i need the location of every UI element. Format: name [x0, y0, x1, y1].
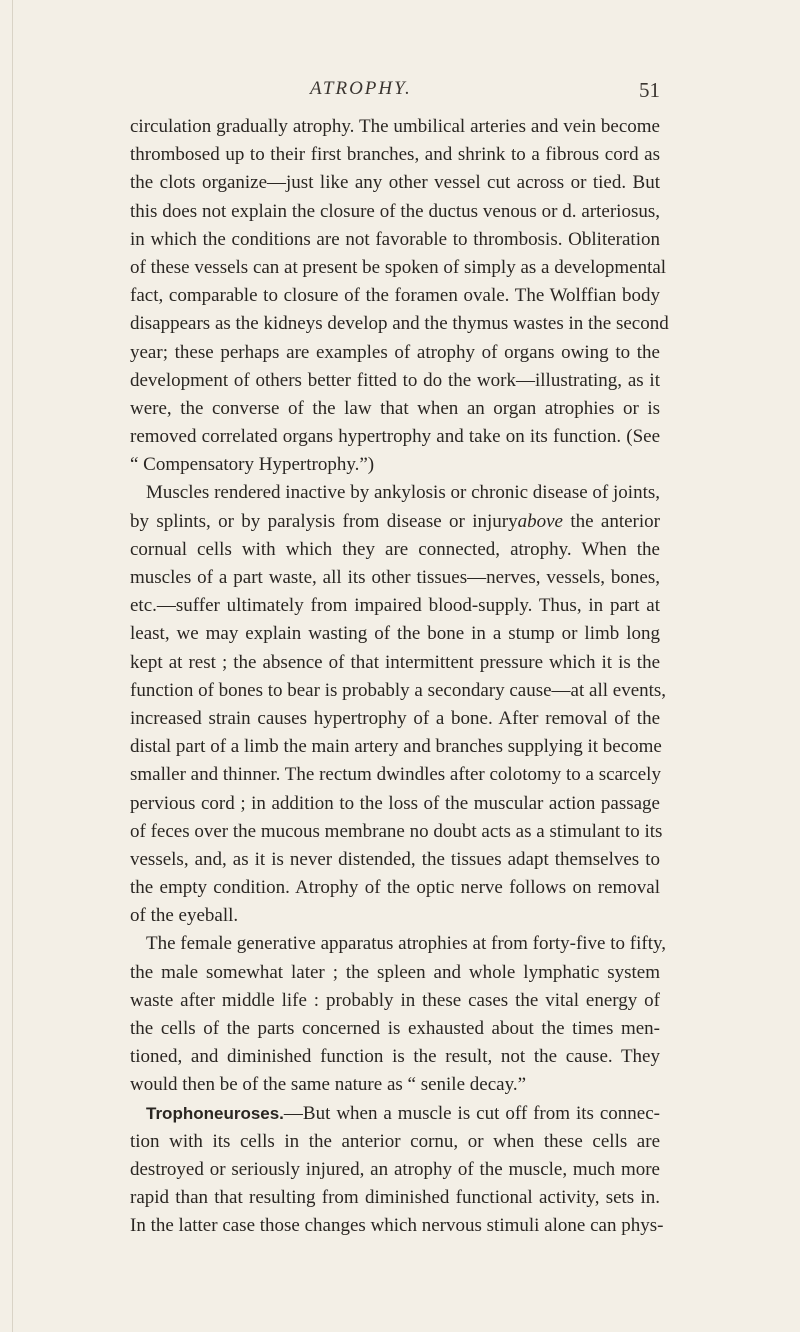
text-line: “ Compensatory Hypertrophy.”)	[130, 454, 375, 476]
text-run: the anterior	[562, 510, 660, 532]
running-title: ATROPHY.	[310, 78, 412, 99]
text-line: the empty condition. Atrophy of the optic nerve follows on removal	[130, 877, 660, 899]
page-header	[130, 78, 660, 108]
text-line: kept at rest ; the absence of that intermittent pressure which it is the	[130, 651, 660, 673]
text-line-with-italic	[130, 508, 660, 536]
text-line: muscles of a part waste, all its other tissues—nerves, vessels, bones,	[130, 567, 660, 588]
text-line: fact, comparable to closure of the foramen ovale. The Wolffian body	[130, 285, 660, 307]
text-line: circulation gradually atrophy. The umbilical arteries and vein become	[130, 116, 660, 137]
text-line: cornual cells with which they are connected, atrophy. When the	[130, 538, 660, 560]
text-line: pervious cord ; in addition to the loss of the muscular action passage	[130, 792, 660, 814]
text-line: The female generative apparatus atrophies at from forty-five to fifty,	[146, 933, 666, 955]
text-line: this does not explain the closure of the ductus venous or d. arteriosus,	[130, 200, 660, 222]
text-run: by splints, or by paralysis from disease or injury	[130, 510, 518, 532]
text-line: would then be of the same nature as “ senile decay.”	[130, 1074, 527, 1096]
text-line: increased strain causes hypertrophy of a bone. After removal of the	[130, 707, 660, 729]
text-line: tioned, and diminished function is the result, not the cause. They	[130, 1046, 660, 1068]
text-line: function of bones to bear is probably a secondary cause—at all events,	[130, 679, 667, 701]
text-line: in which the conditions are not favorable to thrombosis. Obliteration	[130, 228, 660, 250]
text-line: were, the converse of the law that when an organ atrophies or is	[130, 397, 660, 419]
text-line-with-heading	[130, 1100, 660, 1128]
text-line: disappears as the kidneys develop and the thymus wastes in the second	[130, 313, 669, 335]
text-line: waste after middle life : probably in these cases the vital energy of	[130, 989, 660, 1011]
text-line: the clots organize—just like any other vessel cut across or tied. But	[130, 172, 660, 194]
text-line: In the latter case those changes which nervous stimuli alone can phys-	[130, 1215, 664, 1237]
text-line: etc.—suffer ultimately from impaired blood-supply. Thus, in part at	[130, 595, 660, 617]
text-line: destroyed or seriously injured, an atrophy of the muscle, much more	[130, 1158, 660, 1180]
body-text	[130, 113, 669, 1241]
text-line: rapid than that resulting from diminished functional activity, sets in.	[130, 1187, 660, 1209]
text-line: distal part of a limb the main artery and branches supplying it become	[130, 736, 662, 758]
text-line: of these vessels can at present be spoken of simply as a developmental	[130, 256, 667, 278]
text-line: least, we may explain wasting of the bone in a stump or limb long	[130, 623, 660, 645]
text-run: —But when a muscle is cut off from its connec-	[283, 1102, 660, 1124]
italic-word: above	[517, 510, 563, 532]
text-line: removed correlated organs hypertrophy and take on its function. (See	[130, 426, 660, 448]
text-line: development of others better fitted to do the work—illustrating, as it	[130, 369, 660, 391]
text-line: smaller and thinner. The rectum dwindles after colotomy to a scarcely	[130, 764, 661, 786]
text-line: tion with its cells in the anterior cornu, or when these cells are	[130, 1130, 660, 1152]
text-line: of the eyeball.	[130, 905, 239, 927]
text-line: of feces over the mucous membrane no doubt acts as a stimulant to its	[130, 820, 663, 842]
text-line: the male somewhat later ; the spleen and whole lymphatic system	[130, 961, 660, 983]
text-line: vessels, and, as it is never distended, the tissues adapt themselves to	[130, 848, 660, 870]
section-heading: Trophoneuroses.	[146, 1103, 284, 1123]
page-number: 51	[639, 78, 660, 102]
text-line: Muscles rendered inactive by ankylosis or chronic disease of joints,	[146, 482, 660, 504]
page-edge	[12, 0, 13, 1332]
text-line: year; these perhaps are examples of atrophy of organs owing to the	[130, 341, 660, 363]
text-line: the cells of the parts concerned is exhausted about the times men-	[130, 1018, 660, 1039]
text-line: thrombosed up to their first branches, and shrink to a fibrous cord as	[130, 144, 660, 166]
